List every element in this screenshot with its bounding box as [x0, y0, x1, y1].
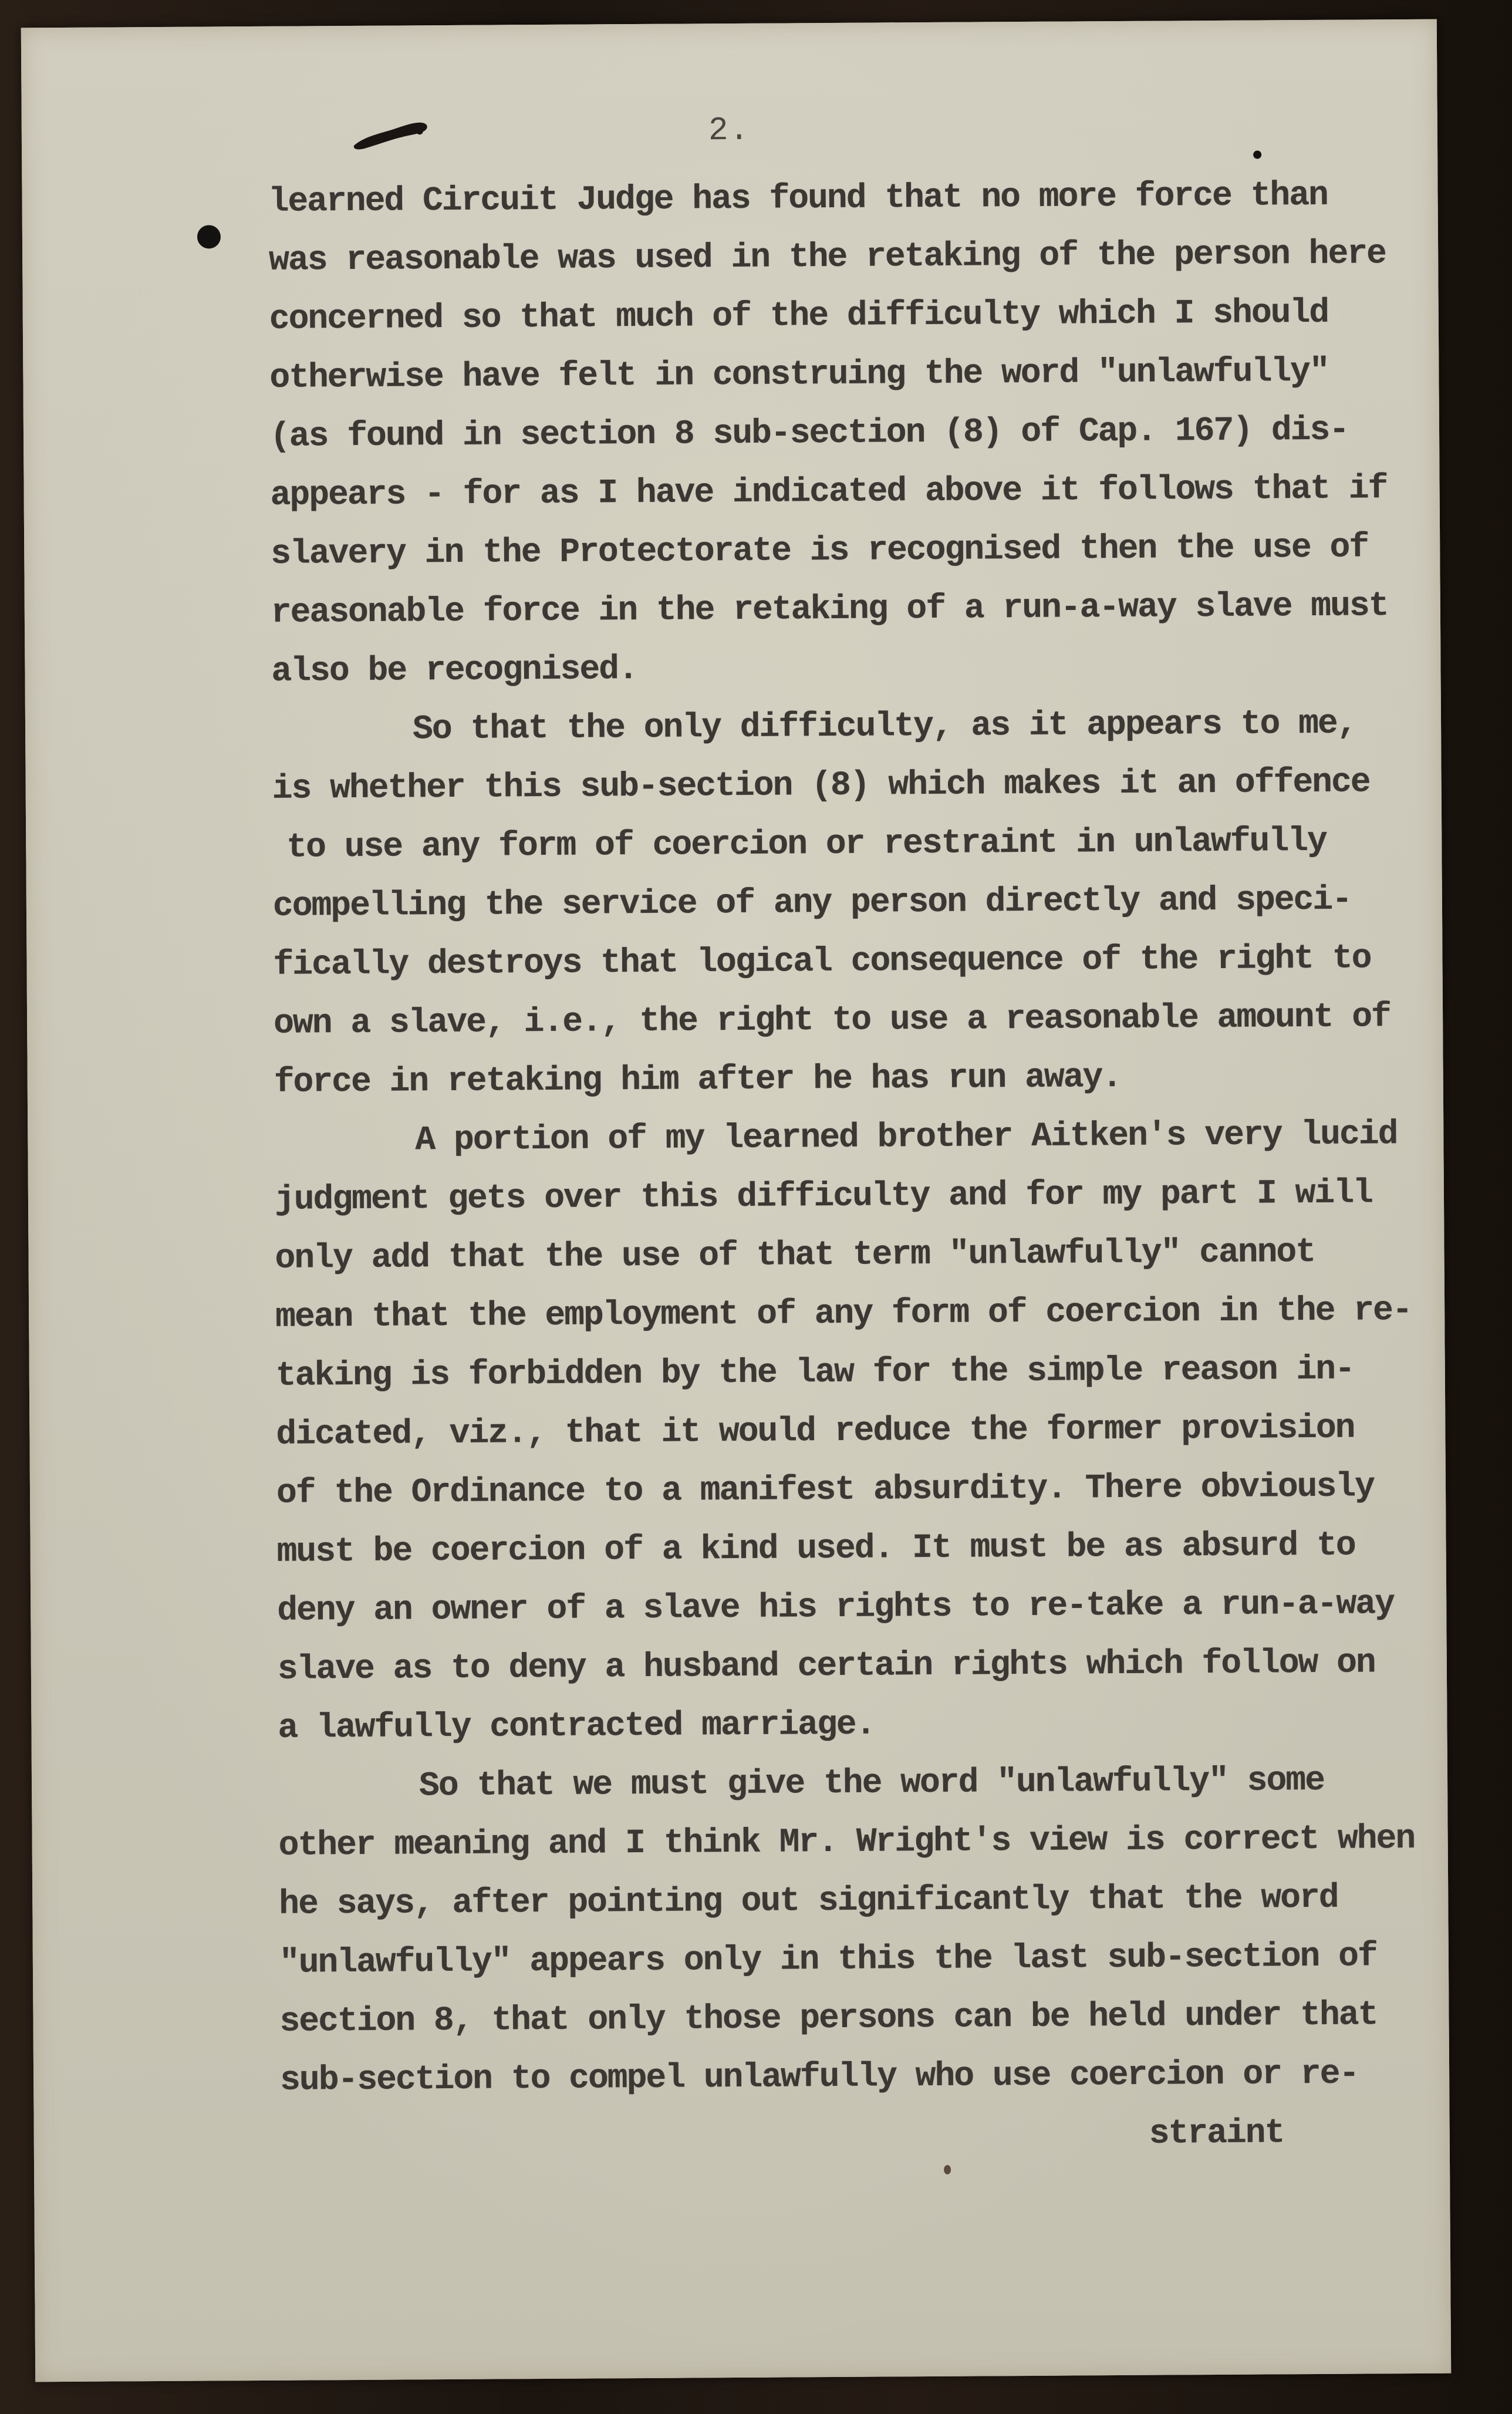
text-line: reasonable force in the retaking of a run-a-way slave must [271, 587, 1388, 632]
text-line: of the Ordinance to a manifest absurdity. There obviously [276, 1468, 1375, 1513]
text-line: also be recognised. [271, 650, 637, 691]
text-line: learned Circuit Judge has found that no more force than [268, 176, 1328, 221]
text-line: So that the only difficulty, as it appears to me, [412, 704, 1356, 749]
ink-blot-icon [350, 118, 433, 151]
text-line: section 8, that only those persons can be held under that [279, 1996, 1378, 2041]
text-line: (as found in section 8 sub-section (8) of Cap. 167) dis- [269, 411, 1349, 456]
text-line: was reasonable was used in the retaking of the person here [269, 235, 1386, 280]
text-line: a lawfully contracted marriage. [278, 1705, 875, 1748]
text-line: taking is forbidden by the law for the simple reason in- [275, 1350, 1355, 1395]
text-line: own a slave, i.e., the right to use a reasonable amount of [273, 998, 1391, 1043]
text-line: other meaning and I think Mr. Wright's view is correct when [278, 1819, 1415, 1865]
text-line: dicated, viz., that it would reduce the former provision [276, 1409, 1355, 1454]
text-line: must be coercion of a kind used. It must be as absurd to [276, 1526, 1355, 1572]
ink-dot [944, 2165, 951, 2174]
text-line: concerned so that much of the difficulty which I should [269, 294, 1329, 339]
text-line: only add that the use of that term "unlawfully" cannot [275, 1233, 1315, 1278]
page-number: 2. [708, 111, 751, 150]
text-line: So that we must give the word "unlawfully" some [419, 1761, 1325, 1806]
text-line: force in retaking him after he has run away. [274, 1058, 1122, 1102]
ink-dot [1253, 150, 1261, 159]
text-line: to use any form of coercion or restraint in unlawfully [286, 822, 1327, 867]
text-line: judgment gets over this difficulty and for my part I will [274, 1174, 1373, 1219]
text-line: is whether this sub-section (8) which makes it an offence [272, 763, 1370, 808]
text-line: he says, after pointing out significantly that the word [279, 1879, 1338, 1924]
text-line: slave as to deny a husband certain rights which follow on [277, 1644, 1375, 1689]
punch-hole-mark [197, 225, 221, 248]
text-line: mean that the employment of any form of coercion in the re- [275, 1291, 1412, 1337]
text-line: otherwise have felt in construing the word "unlawfully" [269, 352, 1329, 397]
text-line: slavery in the Protectorate is recognised then the use of [271, 528, 1369, 574]
text-line: straint [1149, 2114, 1284, 2153]
text-line: deny an owner of a slave his rights to re-take a run-a-way [277, 1585, 1395, 1630]
text-line: sub-section to compel unlawfully who use coercion or re- [279, 2055, 1359, 2100]
judgment-text [268, 166, 1415, 2169]
typewritten-page [21, 19, 1451, 2382]
text-line: compelling the service of any person directly and speci- [272, 881, 1352, 926]
text-line: fically destroys that logical consequence of the right to [273, 939, 1371, 985]
text-line: A portion of my learned brother Aitken's very lucid [415, 1115, 1398, 1160]
text-line: appears - for as I have indicated above it follows that if [270, 470, 1388, 515]
text-line: "unlawfully" appears only in this the last sub-section of [279, 1937, 1378, 1983]
